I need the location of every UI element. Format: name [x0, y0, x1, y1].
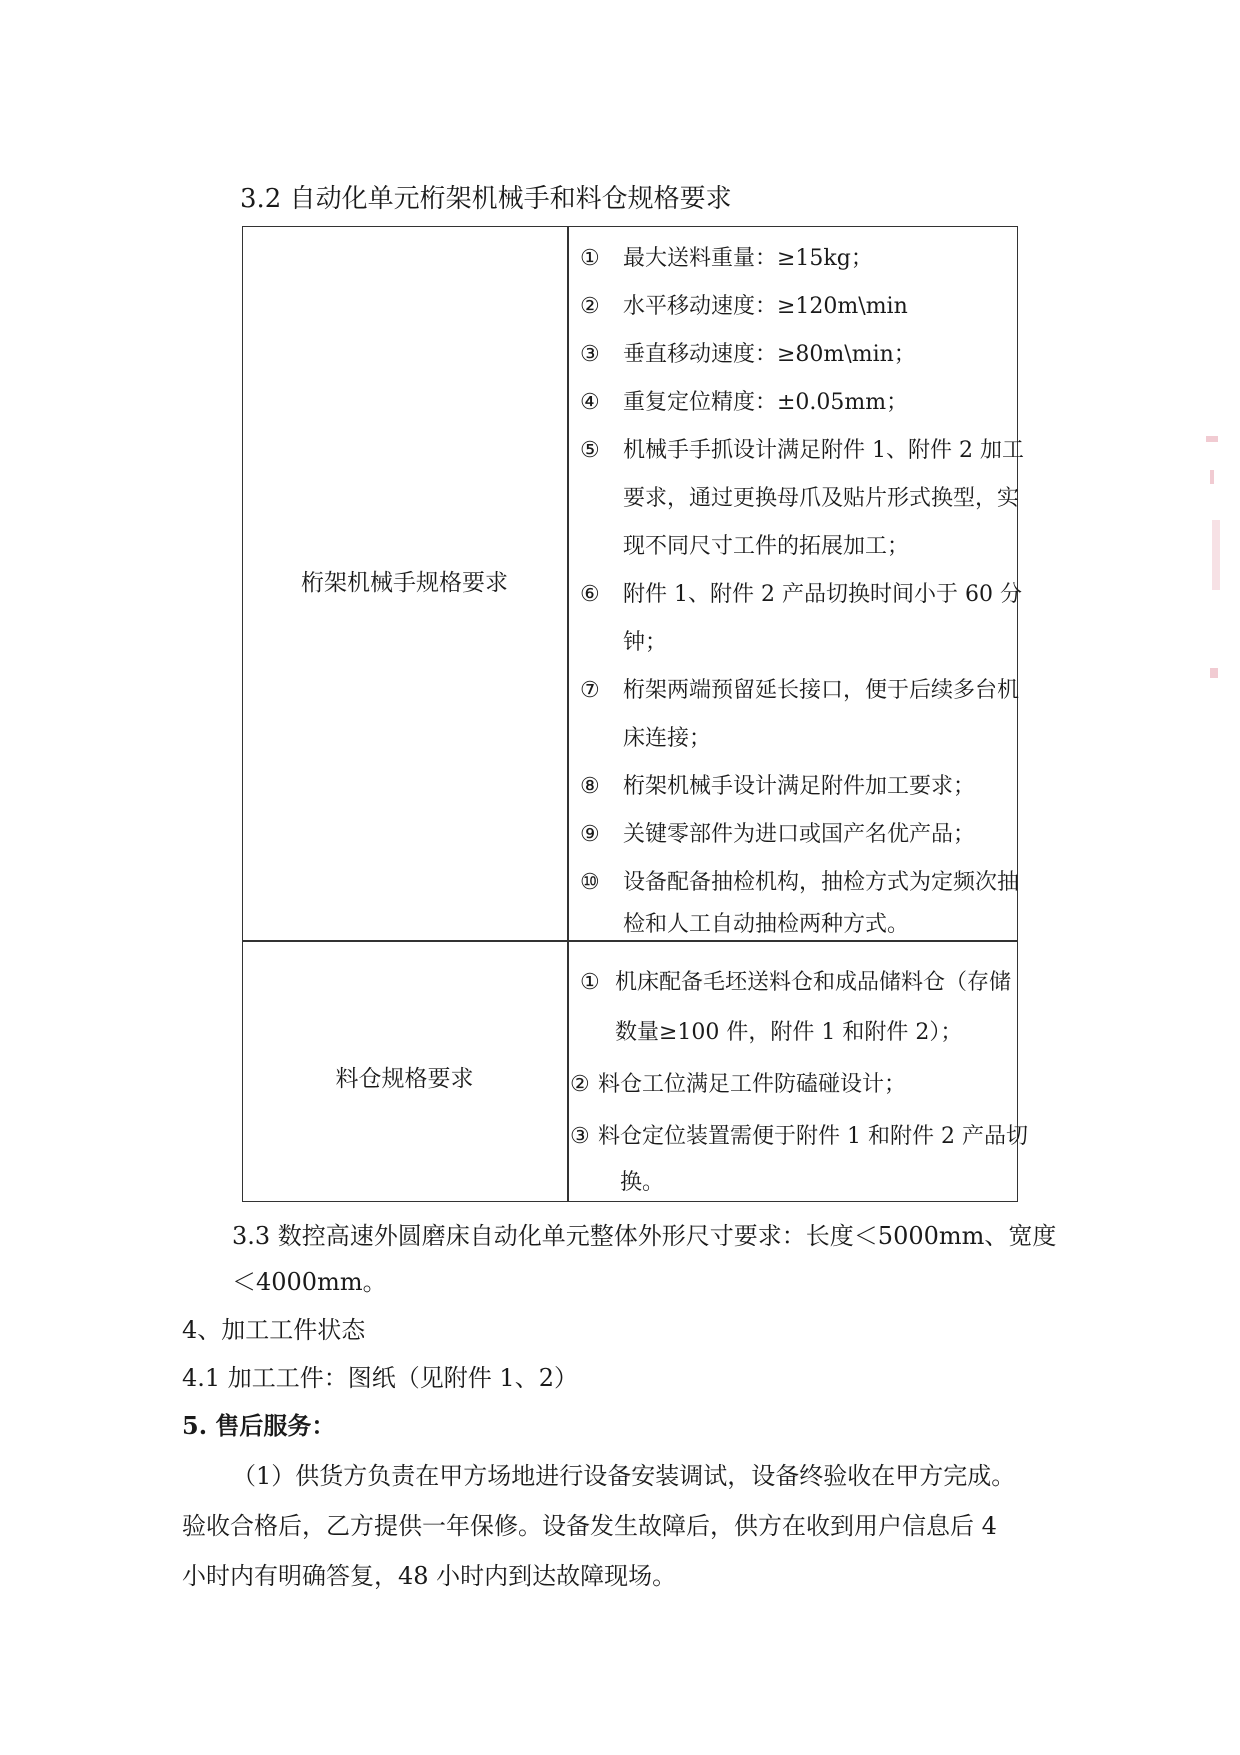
item-marker: ①: [580, 970, 600, 995]
list-item: 机床配备毛坯送料仓和成品储料仓（存储: [615, 970, 1012, 995]
item-marker: ⑥: [580, 582, 600, 607]
section-5-para-line-1: （1）供货方负责在甲方场地进行设备安装调试，设备终验收在甲方完成。: [232, 1462, 1016, 1490]
section-5-title: 5. 售后服务：: [182, 1411, 336, 1440]
list-item: 最大送料重量：≥15kg；: [623, 246, 873, 271]
section-5-para-line-2: 验收合格后，乙方提供一年保修。设备发生故障后，供方在收到用户信息后 4: [182, 1512, 997, 1540]
list-item: 现不同尺寸工件的拓展加工；: [623, 534, 910, 559]
item-marker: ⑤: [580, 438, 600, 463]
item-marker: ⑧: [580, 774, 600, 799]
item-marker: ③: [570, 1124, 590, 1149]
section-3-3-line-2: ＜4000mm。: [232, 1268, 387, 1296]
table-row-divider: [242, 940, 1018, 942]
row-label-gantry: 桁架机械手规格要求: [301, 570, 508, 596]
item-marker: ⑨: [580, 822, 600, 847]
list-item: 要求，通过更换母爪及贴片形式换型，实: [623, 486, 1020, 511]
list-item: 机械手手抓设计满足附件 1、附件 2 加工: [623, 438, 1024, 463]
list-item: 料仓定位装置需便于附件 1 和附件 2 产品切: [598, 1124, 1028, 1149]
list-item: 重复定位精度：±0.05mm；: [623, 390, 909, 415]
list-item: 床连接；: [623, 726, 712, 751]
list-item: 垂直移动速度：≥80m\min；: [623, 342, 916, 367]
row-label-silo: 料仓规格要求: [335, 1066, 474, 1092]
item-marker: ①: [580, 246, 600, 271]
section-3-2-title: 3.2 自动化单元桁架机械手和料仓规格要求: [240, 184, 732, 214]
list-item: 钟；: [623, 630, 668, 655]
list-item: 水平移动速度：≥120m\min: [623, 294, 908, 319]
item-marker: ③: [580, 342, 600, 367]
scan-edge-mark: [1210, 470, 1214, 484]
scan-edge-mark: [1210, 668, 1218, 678]
section-5-para-line-3: 小时内有明确答复，48 小时内到达故障现场。: [182, 1562, 677, 1590]
item-marker: ②: [570, 1072, 590, 1097]
list-item: 数量≥100 件，附件 1 和附件 2）；: [615, 1020, 963, 1045]
item-marker: ⑩: [580, 870, 600, 895]
list-item: 设备配备抽检机构，抽检方式为定频次抽: [623, 870, 1020, 895]
item-marker: ②: [580, 294, 600, 319]
item-marker: ⑦: [580, 678, 600, 703]
scan-edge-mark: [1212, 520, 1220, 590]
list-item: 附件 1、附件 2 产品切换时间小于 60 分: [623, 582, 1022, 607]
list-item: 换。: [620, 1170, 665, 1195]
list-item: 检和人工自动抽检两种方式。: [623, 912, 910, 937]
list-item: 桁架机械手设计满足附件加工要求；: [623, 774, 976, 799]
section-4-title: 4、加工工件状态: [182, 1316, 366, 1344]
section-4-1: 4.1 加工工件：图纸（见附件 1、2）: [182, 1364, 578, 1392]
section-3-3-line-1: 3.3 数控高速外圆磨床自动化单元整体外形尺寸要求：长度＜5000mm、宽度: [232, 1222, 1057, 1250]
scan-edge-mark: [1206, 436, 1218, 442]
item-marker: ④: [580, 390, 600, 415]
spec-table: [242, 226, 1018, 1202]
list-item: 桁架两端预留延长接口，便于后续多台机: [623, 678, 1020, 703]
list-item: 料仓工位满足工件防磕碰设计；: [598, 1072, 907, 1097]
list-item: 关键零部件为进口或国产名优产品；: [623, 822, 976, 847]
table-column-divider: [567, 226, 569, 1202]
